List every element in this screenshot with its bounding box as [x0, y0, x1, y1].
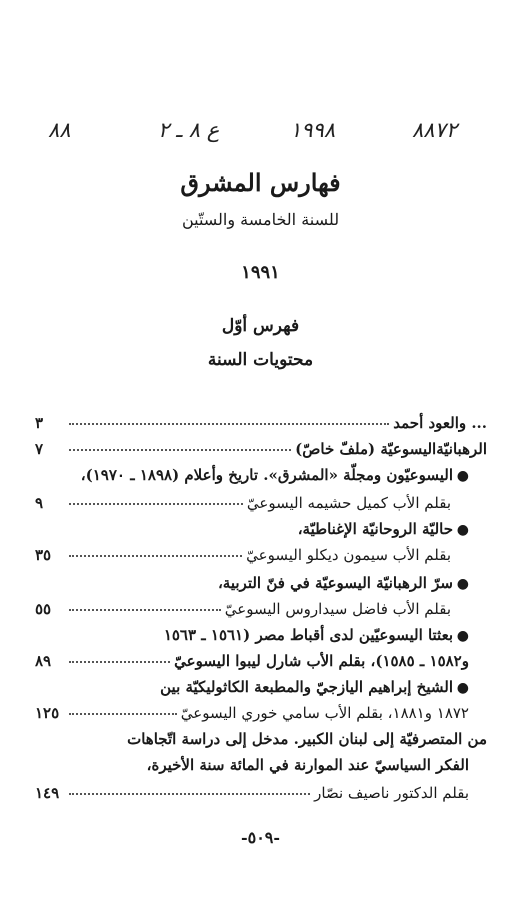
toc-author: بقلم الأب فاضل سيداروس اليسوعيّ — [224, 600, 451, 618]
toc-subentry — [35, 678, 487, 700]
page-title: فهارس المشرق — [180, 168, 341, 197]
handwritten-year: ١٩٩٨ — [290, 118, 336, 142]
dot-leader — [69, 609, 221, 611]
handwritten-number-left: ٨٨ — [48, 118, 71, 142]
page-number-footer: -٥٠٩- — [240, 828, 281, 847]
toc-author: بقلم الدكتور ناصيف نصّار — [314, 784, 469, 802]
toc-page-number: ٧ — [35, 440, 44, 458]
toc-author: ١٨٧٢ و١٨٨١، بقلم الأب سامي خوري اليسوعيّ — [180, 704, 469, 722]
toc-subentry — [35, 574, 487, 596]
toc-author: بقلم الأب سيمون ديكلو اليسوعيّ — [246, 546, 451, 564]
toc-subentry — [35, 466, 487, 488]
dot-leader — [69, 555, 242, 557]
toc-byline — [35, 546, 487, 568]
bullet-icon: ● — [456, 468, 469, 484]
toc-entry-title: من المتصرفيّة إلى لبنان الكبير. مدخل إلى دراسة اتّجاهات — [127, 730, 487, 748]
toc-entry — [35, 440, 487, 462]
toc-entry-title: الرهبانيّةاليسوعيّة (ملفّ خاصّ) — [295, 440, 487, 458]
toc-author: و١٥٨٢ ـ ١٥٨٥)، بقلم الأب شارل ليبوا اليسوعيّ — [174, 652, 469, 670]
toc-byline — [35, 494, 487, 516]
dot-leader — [69, 423, 389, 425]
section-subtitle: محتويات السنة — [207, 350, 314, 370]
section-title: فهرس أوّل — [221, 316, 300, 336]
toc-page-number: ٩ — [35, 494, 44, 512]
toc-subentry — [35, 626, 487, 648]
toc-entry-title: اليسوعيّون ومجلّة «المشرق». تاريخ وأعلام (١٨٩٨ ـ ١٩٧٠)، — [80, 466, 453, 484]
bullet-icon: ● — [456, 576, 469, 592]
toc-entry — [35, 414, 487, 436]
toc-byline — [35, 784, 487, 806]
toc-entry-title: الشيخ إبراهيم اليازجيّ والمطبعة الكاثوليكيّة بين — [160, 678, 453, 696]
bullet-icon: ● — [456, 680, 469, 696]
toc-entry-title: الفكر السياسيّ عند الموارنة في المائة سنة الأخيرة، — [146, 756, 469, 774]
bullet-icon: ● — [456, 628, 469, 644]
toc-page-number: ٣ — [35, 414, 44, 432]
page-subtitle: للسنة الخامسة والستّين — [181, 210, 340, 229]
toc-entry-title: بعثتا اليسوعيّين لدى أقباط مصر (١٥٦١ ـ ١٥٦٣ — [163, 626, 453, 644]
toc-entry-title: سرّ الرهبانيّة اليسوعيّة في فنّ التربية، — [217, 574, 453, 592]
handwritten-code-center: ع ٨ ـ ٢ — [158, 118, 220, 142]
toc-page-number: ٥٥ — [35, 600, 52, 618]
toc-author: بقلم الأب كميل حشيمه اليسوعيّ — [246, 494, 451, 512]
toc-entry — [35, 730, 487, 752]
year-heading: ١٩٩١ — [241, 262, 280, 283]
table-of-contents — [35, 0, 487, 900]
toc-entry-continuation — [35, 756, 487, 778]
toc-subentry — [35, 520, 487, 542]
toc-byline — [35, 600, 487, 622]
dot-leader — [69, 661, 170, 663]
toc-byline — [35, 704, 487, 726]
dot-leader — [69, 713, 177, 715]
toc-entry-title: حاليّة الروحانيّة الإغناطيّة، — [297, 520, 453, 538]
toc-page-number: ٣٥ — [35, 546, 52, 564]
handwritten-number-right: ٨٨٧٢ — [412, 118, 458, 142]
toc-byline — [35, 652, 487, 674]
dot-leader — [69, 503, 243, 505]
toc-entry-title: ... والعود أحمد — [393, 414, 487, 432]
toc-page-number: ١٢٥ — [35, 704, 60, 722]
dot-leader — [69, 793, 310, 795]
bullet-icon: ● — [456, 522, 469, 538]
dot-leader — [69, 449, 291, 451]
toc-page-number: ١٤٩ — [35, 784, 60, 802]
toc-page-number: ٨٩ — [35, 652, 52, 670]
